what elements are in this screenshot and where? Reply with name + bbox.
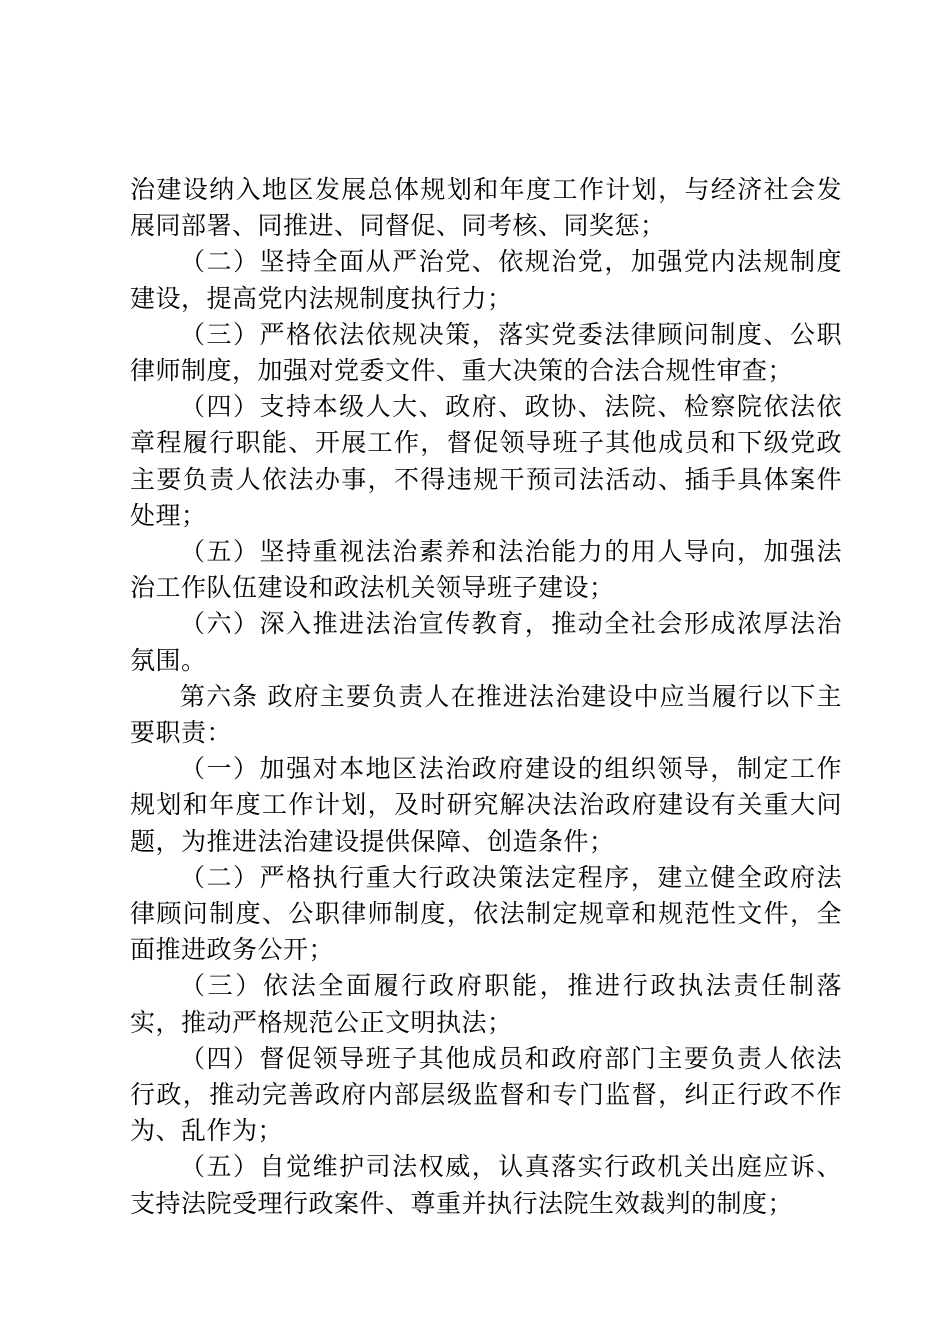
document-page — [130, 172, 842, 1222]
paragraph-item-5: （五）坚持重视法治素养和法治能力的用人导向，加强法治工作队伍建设和政法机关领导班子建设； — [130, 537, 842, 603]
paragraph-article6-item-3: （三）依法全面履行政府职能，推进行政执法责任制落实，推动严格规范公正文明执法； — [130, 971, 842, 1037]
paragraph-item-2: （二）坚持全面从严治党、依规治党，加强党内法规制度建设，提高党内法规制度执行力； — [130, 247, 842, 313]
paragraph-item-6: （六）深入推进法治宣传教育，推动全社会形成浓厚法治氛围。 — [130, 609, 842, 675]
paragraph-article6-item-2: （二）严格执行重大行政决策法定程序，建立健全政府法律顾问制度、公职律师制度，依法制定规章和规范性文件，全面推进政务公开； — [130, 862, 842, 965]
paragraph-continuation: 治建设纳入地区发展总体规划和年度工作计划，与经济社会发展同部署、同推进、同督促、同考核、同奖惩； — [130, 175, 842, 241]
paragraph-article6-item-5: （五）自觉维护司法权威，认真落实行政机关出庭应诉、支持法院受理行政案件、尊重并执行法院生效裁判的制度； — [130, 1152, 842, 1218]
article-six-heading: 第六条 政府主要负责人在推进法治建设中应当履行以下主要职责： — [130, 681, 842, 748]
paragraph-article6-item-1: （一）加强对本地区法治政府建设的组织领导，制定工作规划和年度工作计划，及时研究解决法治政府建设有关重大问题，为推进法治建设提供保障、创造条件； — [130, 754, 842, 856]
paragraph-article6-item-4: （四）督促领导班子其他成员和政府部门主要负责人依法行政，推动完善政府内部层级监督和专门监督，纠正行政不作为、乱作为； — [130, 1043, 842, 1146]
paragraph-item-4: （四）支持本级人大、政府、政协、法院、检察院依法依章程履行职能、开展工作，督促领导班子其他成员和下级党政主要负责人依法办事，不得违规干预司法活动、插手具体案件处理； — [130, 392, 842, 530]
paragraph-item-3: （三）严格依法依规决策，落实党委法律顾问制度、公职律师制度，加强对党委文件、重大决策的合法合规性审查； — [130, 319, 842, 386]
